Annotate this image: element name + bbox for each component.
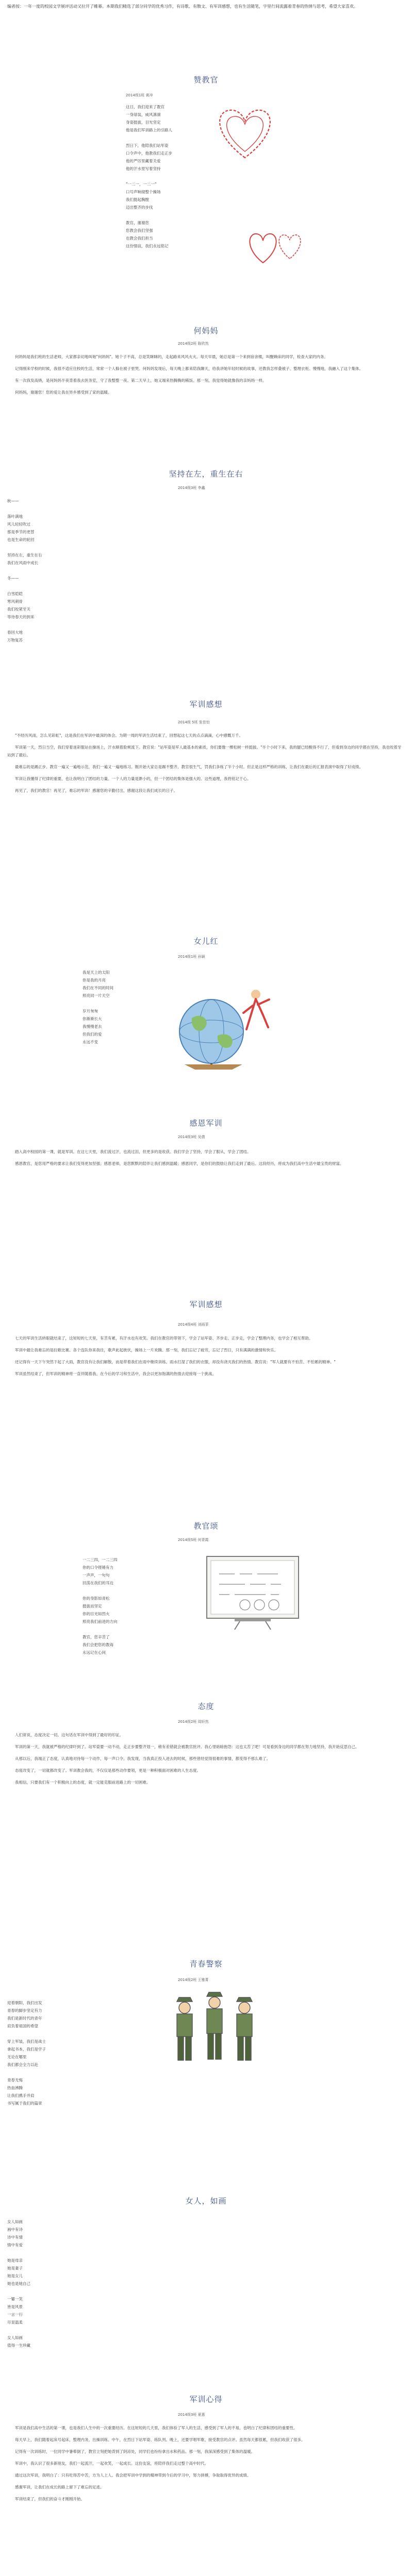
paragraph: 最难忘的是踢正步。教官一遍又一遍地示范，我们一遍又一遍地练习。刚开始大家总是踢不整齐，教官很生气，罚我们多练了半个小时。但正是这样严格的训练，让我们在最后的汇报表演中取得了好成绩。 bbox=[15, 765, 363, 769]
paragraph: 感谢军训，让我们在成长的路上留下了难忘的足迹。 bbox=[15, 2485, 104, 2489]
paragraph: 军训中最让我难忘的是拉歌比赛。各个连队你来我往，歌声此起彼伏，操场上一片欢腾。那一刻，我们忘记了疲劳，忘记了烈日，只有满满的激情和快乐。 bbox=[15, 1348, 278, 1352]
poem-line: 寒风刺骨 bbox=[7, 599, 23, 604]
poem-line: 我们在风雨中成长 bbox=[7, 561, 38, 565]
poem-line bbox=[7, 505, 42, 513]
poem-line: 那是季节的更替 bbox=[7, 530, 35, 534]
paragraph: 军训让我懂得了纪律的重要，也让我明白了团结的力量。一个人的力量是渺小的，但一个团结的集体是强大的。这些道理，我将铭记于心。 bbox=[15, 776, 251, 781]
poem-line: 你渐渐长大 bbox=[83, 1016, 102, 1021]
poem-line: 让我们携手并肩 bbox=[7, 2093, 35, 2098]
poem-line: 等待春天的到来 bbox=[7, 615, 35, 619]
poem-line: 永远记在心间 bbox=[83, 1650, 106, 1655]
poem-line: 我们是新时代的青年 bbox=[7, 2016, 42, 2021]
poem-line: 口令声中，他教我们走正步 bbox=[126, 151, 172, 156]
poem-line: 画中有诗 bbox=[7, 2227, 23, 2232]
poem-line: 一颦一笑 bbox=[7, 2297, 23, 2301]
paragraph: 踏入高中校园的第一课，就是军训。在这七天里，我们流过汗，也流过泪，但更多的是收获。我们学会了坚持，学会了服从，学会了团结。 bbox=[15, 1149, 251, 1154]
poem-line: 落叶满地 bbox=[7, 514, 23, 519]
poem-line: 穿上军装，我们是战士 bbox=[7, 2039, 46, 2044]
poem-line: 我们会把您的教诲 bbox=[83, 1642, 113, 1647]
paragraph: 还记得有一天下午突然下起了大雨，教官没有让我们解散，而是带着我们在雨中继续训练。雨水打湿了我们的衣服，却没有浇灭我们的热情。教官说："军人就要有不怕苦、不怕累的精神。" bbox=[15, 1360, 336, 1364]
poem-line: 坚持在左，重生在右 bbox=[7, 553, 42, 557]
poem-line: 女人如画 bbox=[7, 2219, 23, 2224]
section-title-praise-instructor: 赞教官 bbox=[193, 75, 219, 84]
paragraph: "不经历风雨，怎么见彩虹"，这是我们在军训中最深的体会。为期一周的军训生活结束了，回想起这七天的点点滴滴，心中感慨万千。 bbox=[15, 733, 243, 738]
paragraph: 人们常说，态度决定一切。这句话在军训中得到了最好的印证。 bbox=[15, 1733, 123, 1737]
poem-line bbox=[83, 999, 113, 1007]
soldiers-illustration bbox=[162, 1991, 266, 2074]
section-title-persistence: 坚持在左，重生在右 bbox=[169, 469, 243, 479]
poem-line: 青春的脚步坚定有力 bbox=[7, 2008, 42, 2013]
poem-line: 尽显温柔 bbox=[7, 2320, 23, 2325]
poem-line bbox=[7, 2030, 46, 2038]
heart-icon bbox=[206, 102, 284, 164]
paragraph: 通过这次军训，我明白了：只有吃得苦中苦，方为人上人。我会把军训中学到的精神带到今后的学习中，努力拼搏，争取取得优异的成绩。 bbox=[15, 2473, 251, 2478]
poem-line bbox=[83, 1625, 118, 1633]
poem-line: 迎着朝阳，我们出发 bbox=[7, 2001, 42, 2005]
poem-line bbox=[126, 211, 172, 219]
poem-lines bbox=[83, 969, 113, 1046]
paragraph: 军训中，我认识了很多新朋友，我们一起流汗，一起欢笑，一起成长。这份友谊，将陪伴我们走过整个高中时代。 bbox=[15, 2461, 208, 2466]
paragraph: 态度改变了，一切就都改变了。军训教会我的，不仅仅是那些动作要领，更是一种积极面对困难的人生态度。 bbox=[15, 1768, 201, 1773]
paragraph: 我相信，只要我们有一个积极向上的态度，就一定能克服前进路上的一切困难。 bbox=[15, 1780, 151, 1785]
poem-line: 无论在哪里 bbox=[7, 2055, 27, 2059]
poem-line: 挺拔而坚定 bbox=[83, 1604, 102, 1608]
paragraph: 再见了，我们的教官！再见了，难忘的军训！感谢您的辛勤付出，感谢这段让我们成长的日子。 bbox=[15, 788, 177, 793]
poem-line: 照亮同一片天空 bbox=[83, 993, 110, 998]
poem-line: 我们都会全力以赴 bbox=[7, 2062, 38, 2067]
poem-line: 万物复苏 bbox=[7, 638, 23, 642]
paragraph: 军训第一天，烈日当空，我们穿着迷彩服站在操场上，汗水顺着脸颊流下。教官说："站军姿是军人最基本的素质，你们要像一棵松树一样挺拔。"半个小时下来，我的腿已经酸得不行了，但看到身边的同学都在坚持，我也咬着牙站到了最后。 bbox=[7, 745, 402, 757]
byline: 2014级1班 黄冲 bbox=[126, 93, 153, 97]
byline: 2014级3班 李鑫 bbox=[178, 486, 205, 490]
poem-line: 这份情谊，我们永远铭记 bbox=[126, 244, 169, 248]
poem-lines bbox=[7, 497, 42, 644]
poem-line: 您教会我们坚强 bbox=[126, 228, 153, 233]
byline: 2014级3班 吴倩 bbox=[178, 1135, 205, 1139]
poem-line: 女人如画 bbox=[7, 2335, 23, 2340]
poem-line: 你的口令铿锵有力 bbox=[83, 1565, 113, 1570]
poem-line bbox=[7, 2287, 30, 2295]
section-title-gratitude: 感恩军训 bbox=[189, 1118, 223, 1128]
poem-lines bbox=[7, 1999, 46, 2107]
poem-line: 皆是风景 bbox=[7, 2304, 23, 2309]
poem-line: 书写属于我们的篇章 bbox=[7, 2101, 42, 2106]
poem-line: 烈日下，他陪我们站军姿 bbox=[126, 143, 169, 148]
byline: 2014级 5班 张佳怡 bbox=[178, 720, 210, 724]
chalkboard-illustration bbox=[204, 1553, 302, 1631]
section-title-he-mama: 何妈妈 bbox=[193, 326, 219, 335]
poem-line: 诗中有情 bbox=[7, 2235, 23, 2240]
poem-line bbox=[7, 567, 42, 574]
poem-lines bbox=[7, 2218, 30, 2349]
poem-line: 风儿轻轻吹过 bbox=[7, 522, 30, 527]
intro-note: 编者按：一年一度的校园文学展评活动又拉开了帷幕。本期我们精选了部分同学的优秀习作，有诗歌、有散文、有军训感想，也有生活随笔，字里行间流露着青春的热情与思考，希望大家喜欢。 bbox=[7, 4, 358, 9]
poem-line: 冬—— bbox=[7, 576, 19, 581]
poem-line: 热血沸腾 bbox=[7, 2086, 23, 2090]
poem-line: 口号声响彻整个操场 bbox=[126, 190, 161, 194]
poem-line: 她是妻子 bbox=[7, 2266, 23, 2270]
poem-line: 迈出整齐的步伐 bbox=[126, 205, 153, 210]
heart-icon bbox=[242, 227, 309, 268]
section-title-attitude: 态度 bbox=[197, 1702, 215, 1711]
section-title-training-thoughts: 军训感想 bbox=[189, 1300, 223, 1309]
poem-lines bbox=[83, 1556, 118, 1656]
section-title-woman-like-painting: 女人，如画 bbox=[185, 2196, 227, 2206]
poem-line: 照亮我们前进的方向 bbox=[83, 1619, 118, 1624]
poem-line: 青春无悔 bbox=[7, 2078, 23, 2082]
paragraph: 每天早上，我们随着起床号起床，整理内务，出操训练。中午，在烈日下站军姿、练队列。晚上，还要学唱军歌、接受教官的点评。虽然每天都很累，但我们收获了很多。 bbox=[15, 2437, 305, 2442]
poem-line: 她是母亲 bbox=[7, 2258, 23, 2263]
byline: 2014级4班 刘雨菲 bbox=[178, 1323, 209, 1327]
poem-line: 我们挺起胸膛 bbox=[126, 197, 149, 202]
section-title-training-insights: 军训心得 bbox=[189, 2395, 223, 2404]
poem-line: 身姿挺拔，目光坚定 bbox=[126, 120, 161, 125]
poem-line: 她也是她自己 bbox=[7, 2281, 30, 2286]
poem-line: 岁月匆匆 bbox=[83, 1009, 98, 1013]
poem-line: 我慢慢老去 bbox=[83, 1024, 102, 1029]
poem-line: 这日，我们迎来了教官 bbox=[126, 105, 164, 109]
byline: 2014级1班 孙颖 bbox=[178, 955, 205, 959]
byline: 2014级5班 何青霞 bbox=[178, 1538, 209, 1542]
paragraph: 何妈妈，谢谢您！您的爱让我在异乡感受到了家的温暖。 bbox=[15, 390, 112, 395]
poem-line bbox=[7, 2326, 30, 2334]
poem-line: 白雪皑皑 bbox=[7, 591, 23, 596]
paragraph: 军训的第一天，我就被严格的纪律吓到了。站军姿要一动不动，走正步要整齐划一，稍有差错就会被教官批评。我心里暗暗抱怨：这也太苦了吧！可是看到身边的同学都在努力地坚持，我开始反思自己。 bbox=[15, 1744, 359, 1749]
poem-line: 也教会我们担当 bbox=[126, 236, 153, 241]
poem-line: 教官，谢谢您 bbox=[126, 221, 149, 225]
section-title-daughter: 女儿红 bbox=[193, 937, 219, 946]
poem-line: 你是我的月亮 bbox=[83, 978, 106, 982]
poem-line: 她是女儿 bbox=[7, 2274, 23, 2278]
poem-line bbox=[7, 621, 42, 629]
poem-line: 秋—— bbox=[7, 499, 19, 503]
paragraph: 感恩教官，是您用严格的要求让我们变得更加坚强；感恩老师，是您默默的陪伴让我们感到温暖；感恩同学，是你们的鼓励让我们走到了最后。这段经历，将成为我们高中生活中最宝贵的财富。 bbox=[15, 1161, 344, 1166]
byline: 2014级3班 夏惠 bbox=[178, 2413, 205, 2417]
paragraph: 七天的军训生活转眼就结束了，这短短的七天里，有苦有累，有汗水也有欢笑。我们在教官的带领下，学会了站军姿、齐步走、正步走，学会了整理内务，也学会了相互帮助。 bbox=[15, 1336, 313, 1341]
poem-line: 我们在不同的时间 bbox=[83, 986, 113, 990]
poem-line: 肩负着祖国的希望 bbox=[7, 2024, 38, 2028]
paragraph: 记得刚来学校的时候，我很不适应住校的生活，常常一个人躲在被子里哭。何妈妈发现后，每天晚上都来陪我聊天，给我讲她年轻时候的故事，还教我怎样叠被子、整理衣柜。慢慢地，我融入了这个集体。 bbox=[15, 366, 363, 371]
poem-line: 我是天上的太阳 bbox=[83, 970, 110, 975]
poem-lines bbox=[126, 103, 172, 250]
poem-line: 一二三四，一二三四 bbox=[83, 1557, 118, 1562]
poem-line bbox=[126, 134, 172, 142]
paragraph: 有一次我发高烧，是何妈妈半夜背着我去医务室，守了我整整一夜。第二天早上，她又端来热腾腾的稀饭。那一刻，我觉得她就像我的亲妈妈一样。 bbox=[15, 378, 267, 383]
section-title-military-training: 军训感想 bbox=[189, 700, 223, 709]
poem-line bbox=[7, 2069, 46, 2076]
poem-line: 我们咬紧牙关 bbox=[7, 607, 30, 612]
poem-line: 情中有爱 bbox=[7, 2243, 23, 2247]
poem-line: 你的身影如青松 bbox=[83, 1596, 110, 1601]
poem-line bbox=[126, 173, 172, 180]
poem-line bbox=[7, 582, 42, 590]
poem-line: 值得一生珍藏 bbox=[7, 2343, 30, 2348]
poem-line: 一声声，一句句 bbox=[83, 1573, 110, 1578]
globe-illustration bbox=[155, 974, 289, 1072]
poem-line: 他是我们军训路上的引路人 bbox=[126, 128, 172, 132]
poem-line: 他的汗水里写着坚持 bbox=[126, 166, 161, 171]
poem-line: 一身绿装，威风凛凛 bbox=[126, 112, 161, 117]
poem-line: 拿起书本，我们是学子 bbox=[7, 2047, 46, 2052]
poem-line bbox=[7, 544, 42, 551]
poem-line: 但我们的爱 bbox=[83, 1032, 102, 1037]
poem-line: 他的严厉里藏着关爱 bbox=[126, 159, 161, 163]
paragraph: 军训结束了，但我们的奋斗才刚刚开始。 bbox=[15, 2497, 85, 2501]
byline: 2014级2班 陈欣然 bbox=[178, 342, 209, 346]
poem-line bbox=[83, 1587, 118, 1595]
poem-line bbox=[7, 2249, 30, 2257]
byline: 2014级2班 王雅菁 bbox=[178, 1978, 209, 1982]
paragraph: 从那以后，我端正了态度，认真地对待每一个动作，每一声口令。我发现，当我真正投入进去的时候，那些曾经觉得很难的事情，都变得不那么难了。 bbox=[15, 1756, 270, 1761]
poem-line: 也是生命的轮回 bbox=[7, 537, 35, 542]
paragraph: 军训是我们高中生活的第一课，也是我们人生中的一次重要经历。在这短短的几天里，我们体验了军人的生活，感受到了军人的不易，也明白了纪律和团结的重要性。 bbox=[15, 2426, 298, 2430]
poem-line: 永远不变 bbox=[83, 1040, 98, 1044]
paragraph: 何妈妈是我们班的生活老师，大家都亲切地叫她"何妈妈"。她个子不高，总是笑眯眯的，走起路来风风火火。每天早晨，她总是第一个来到宿舍楼，叫醒赖床的同学，检查大家的内务。 bbox=[15, 354, 328, 359]
section-title-ode-instructor: 教官颂 bbox=[193, 1521, 219, 1531]
section-title-youth-police: 青春警察 bbox=[189, 1959, 223, 1969]
paragraph: 记得有一次训练时，一位同学中暑晕倒了，教官立刻把她背到了阴凉处，同学们也纷纷拿出水和药品。那一刻，我深深感受到了集体的温暖。 bbox=[15, 2449, 255, 2454]
poem-line: 回荡在我们的耳边 bbox=[83, 1581, 113, 1585]
paragraph: 军训虽然结束了，但军训的精神将一直伴随着我。在今后的学习和生活中，我会以更加饱满的热情去迎接每一个挑战。 bbox=[15, 1371, 216, 1376]
poem-line: 你的目光如烈火 bbox=[83, 1612, 110, 1616]
poem-line: 教官，您辛苦了 bbox=[83, 1635, 110, 1639]
poem-line: 春回大地 bbox=[7, 630, 23, 635]
byline: 2014级2班 周轩然 bbox=[178, 1720, 209, 1724]
poem-line: 一言一行 bbox=[7, 2312, 23, 2317]
poem-line: "一二一，一二一" bbox=[126, 182, 157, 187]
